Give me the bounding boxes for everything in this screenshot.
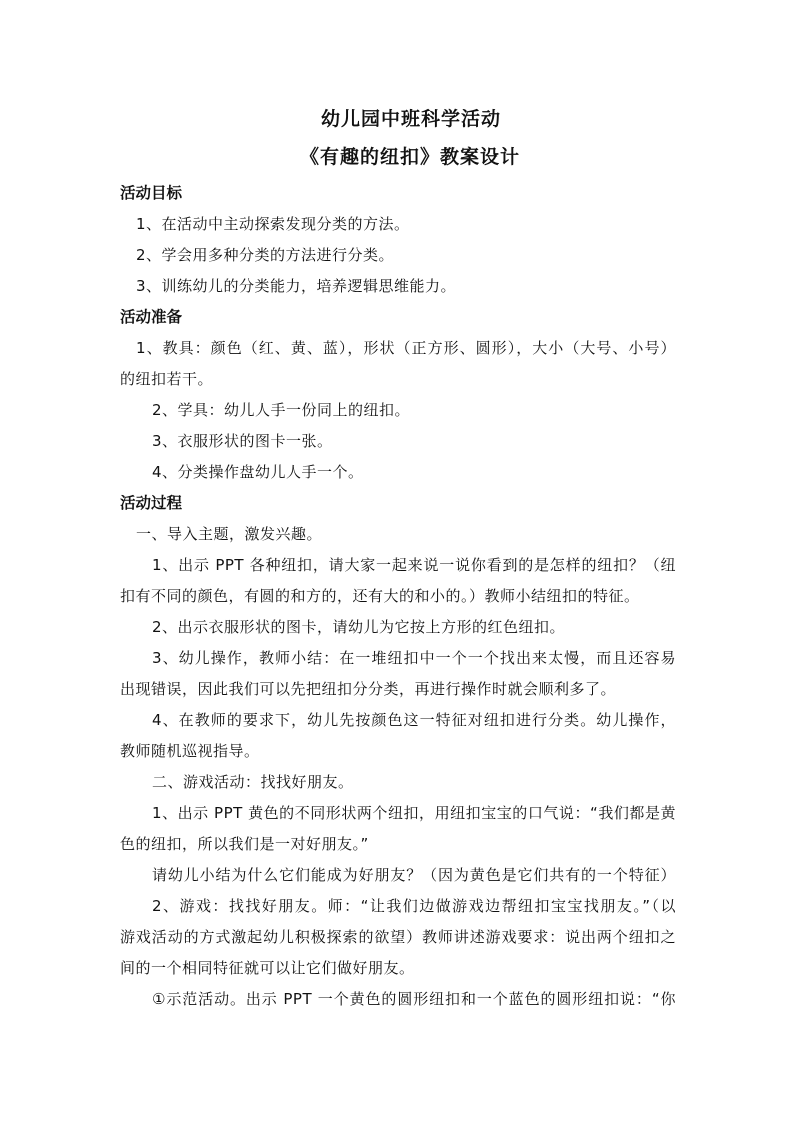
process-line: 2、游戏：找找好朋友。师：“让我们边做游戏边帮纽扣宝宝找朋友。”（以 — [152, 897, 676, 915]
prep-item-1-line-1: 1、教具：颜色（红、黄、蓝），形状（正方形、圆形），大小（大号、小号） — [136, 339, 676, 357]
title-line-2: 《有趣的纽扣》教案设计 — [299, 146, 520, 168]
process-line: 2、出示衣服形状的图卡，请幼儿为它按上方形的红色纽扣。 — [152, 618, 566, 636]
process-line: 一、导入主题，激发兴趣。 — [136, 525, 323, 543]
process-line: 3、幼儿操作，教师小结：在一堆纽扣中一个一个找出来太慢，而且还容易 — [152, 649, 676, 667]
process-line: 1、出示 PPT 各种纽扣，请大家一起来说一说你看到的是怎样的纽扣？（纽 — [152, 556, 676, 574]
process-line: 扣有不同的颜色，有圆的和方的，还有大的和小的。）教师小结纽扣的特征。 — [120, 587, 640, 605]
prep-item-2: 2、学具：幼儿人手一份同上的纽扣。 — [152, 401, 411, 419]
prep-item-3: 3、衣服形状的图卡一张。 — [152, 432, 333, 450]
process-line: 色的纽扣，所以我们是一对好朋友。” — [120, 835, 369, 853]
process-line: 4、在教师的要求下，幼儿先按颜色这一特征对纽扣进行分类。幼儿操作， — [152, 711, 676, 729]
process-line: ①示范活动。出示 PPT 一个黄色的圆形纽扣和一个蓝色的圆形纽扣说：“你 — [152, 990, 676, 1008]
process-line: 间的一个相同特征就可以让它们做好朋友。 — [120, 959, 415, 977]
goal-item-1: 1、在活动中主动探索发现分类的方法。 — [136, 215, 410, 233]
process-line: 1、出示 PPT 黄色的不同形状两个纽扣，用纽扣宝宝的口气说：“我们都是黄 — [152, 804, 676, 822]
goal-item-3: 3、训练幼儿的分类能力，培养逻辑思维能力。 — [136, 277, 457, 295]
document-body — [120, 100, 676, 1015]
title-line-1: 幼儿园中班科学活动 — [320, 108, 501, 130]
prep-item-4: 4、分类操作盘幼儿人手一个。 — [152, 463, 364, 481]
process-line: 二、游戏活动：找找好朋友。 — [152, 773, 354, 791]
process-line: 教师随机巡视指导。 — [120, 742, 260, 760]
goal-item-2: 2、学会用多种分类的方法进行分类。 — [136, 246, 395, 264]
prep-item-1-line-2: 的纽扣若干。 — [120, 370, 214, 388]
section-heading-prep: 活动准备 — [120, 308, 183, 326]
process-line: 游戏活动的方式激起幼儿积极探索的欲望）教师讲述游戏要求：说出两个纽扣之 — [120, 928, 676, 946]
process-line: 出现错误，因此我们可以先把纽扣分分类，再进行操作时就会顺利多了。 — [120, 680, 617, 698]
process-line: 请幼儿小结为什么它们能成为好朋友？（因为黄色是它们共有的一个特征） — [152, 866, 676, 884]
section-heading-process: 活动过程 — [120, 494, 183, 512]
section-heading-goals: 活动目标 — [120, 184, 183, 202]
